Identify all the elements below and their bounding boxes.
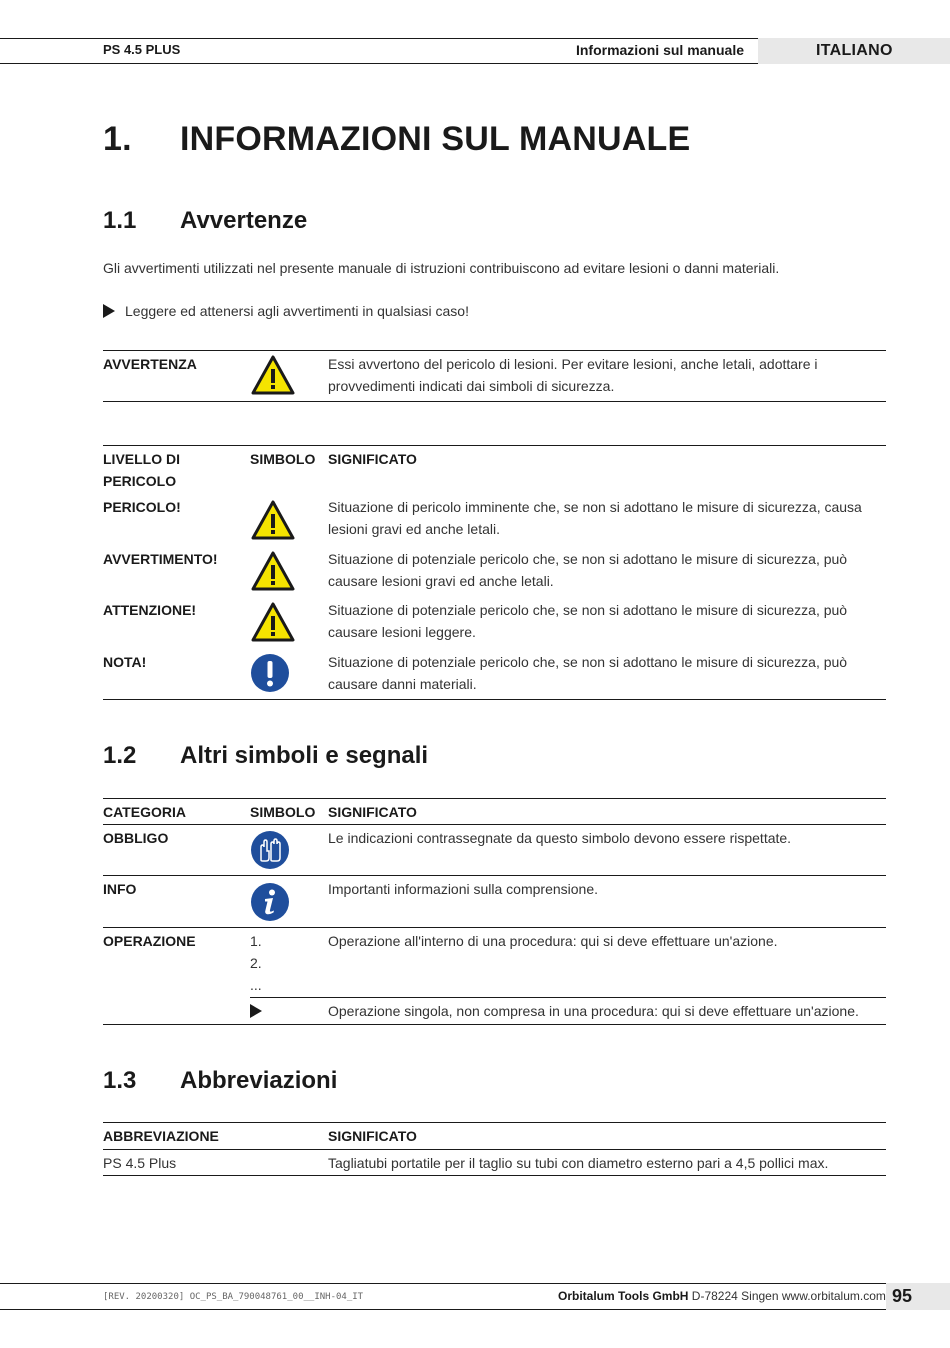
- section-1-1-intro: Gli avvertimenti utilizzati nel presente manuale di istruzioni contribuiscono ad evitare lesioni o danni materiali.: [103, 260, 780, 276]
- footer-company: [558, 1289, 886, 1303]
- symbols-row-operation-text: Operazione all'interno di una procedura: qui si deve effettuare un'azione.: [328, 933, 778, 949]
- warning-triangle-icon: [250, 499, 296, 546]
- header-rule-bottom: [0, 63, 758, 64]
- footer-rule-top: [0, 1283, 886, 1284]
- hazard-row-caution-label: ATTENZIONE!: [103, 602, 197, 618]
- footer-revision: [REV. 20200320] OC_PS_BA_790048761_00__INH-04_IT: [103, 1292, 364, 1302]
- header-rule-top: [0, 38, 758, 39]
- warning-triangle-icon: [250, 601, 296, 648]
- section-1-1-title: Avvertenze: [180, 207, 308, 234]
- symbols-table-rule-top: [103, 798, 886, 799]
- symbols-row-mandatory-label: OBBLIGO: [103, 830, 169, 846]
- operation-step-2: 2.: [250, 955, 262, 971]
- abbr-row-abbreviation: PS 4.5 Plus: [103, 1155, 177, 1171]
- symbols-table-header-meaning: SIGNIFICATO: [328, 804, 417, 820]
- warning-triangle-icon: [250, 550, 296, 597]
- operation-step-1: 1.: [250, 933, 262, 949]
- chapter-title: INFORMAZIONI SUL MANUALE: [180, 120, 691, 158]
- footer-company-name: Orbitalum Tools GmbH: [558, 1289, 689, 1303]
- symbols-table-rule-bottom: [103, 1024, 886, 1025]
- abbr-table-rule-top: [103, 1122, 886, 1123]
- hazard-row-note-text: Situazione di potenziale pericolo che, se non si adottano le misure di sicurezza, può causare danni materiali.: [328, 654, 848, 692]
- section-1-1-instruction: [103, 303, 469, 319]
- symbols-table-rule-3: [250, 997, 886, 998]
- header-document-name: PS 4.5 PLUS: [103, 42, 181, 57]
- hazard-table-rule-top: [103, 445, 886, 446]
- section-1-2-number: 1.2: [103, 742, 137, 769]
- hazard-table-header-meaning: SIGNIFICATO: [328, 451, 417, 467]
- page-number: 95: [892, 1286, 913, 1306]
- abbr-row-meaning: Tagliatubi portatile per il taglio su tubi con diametro esterno pari a 4,5 pollici max.: [328, 1155, 829, 1171]
- warning-box-rule-top: [103, 350, 886, 351]
- symbols-table-header-category: CATEGORIA: [103, 804, 186, 820]
- hazard-table-header-symbol: SIMBOLO: [250, 451, 316, 467]
- header-language-tab: [758, 38, 950, 64]
- hazard-row-danger-text: Situazione di pericolo imminente che, se non si adottano le misure di sicurezza, causa lesioni gravi ed anche letali.: [328, 499, 862, 537]
- abbr-table-rule-bottom: [103, 1175, 886, 1176]
- abbr-table-rule-header: [103, 1149, 886, 1150]
- arrow-right-icon: [103, 304, 115, 318]
- section-1-3-number: 1.3: [103, 1067, 137, 1094]
- warning-box-label: AVVERTENZA: [103, 356, 197, 372]
- header-language-label: ITALIANO: [816, 42, 893, 59]
- hazard-row-warning-text: Situazione di potenziale pericolo che, se non si adottano le misure di sicurezza, può causare lesioni gravi ed anche letali.: [328, 551, 848, 589]
- symbols-row-info-label: INFO: [103, 881, 137, 897]
- section-1-2-title: Altri simboli e segnali: [180, 742, 429, 769]
- symbols-table-rule-header: [103, 824, 886, 825]
- symbols-row-info-text: Importanti informazioni sulla comprensione.: [328, 881, 599, 897]
- operation-step-ellipsis: ...: [250, 977, 262, 993]
- instruction-text: Leggere ed attenersi agli avvertimenti in qualsiasi caso!: [125, 303, 469, 319]
- warning-triangle-icon: [250, 354, 296, 401]
- abbr-table-header-abbreviation: ABBREVIAZIONE: [103, 1128, 219, 1144]
- section-1-3-title: Abbreviazioni: [180, 1067, 338, 1094]
- hazard-row-warning-label: AVVERTIMENTO!: [103, 551, 218, 567]
- symbols-row-single-operation-text: Operazione singola, non compresa in una procedura: qui si deve effettuare un'azione.: [328, 1003, 859, 1019]
- footer-company-address: D-78224 Singen www.orbitalum.com: [691, 1289, 886, 1303]
- exclamation-circle-icon: [250, 653, 290, 698]
- warning-box-text: Essi avvertono del pericolo di lesioni. Per evitare lesioni, anche letali, adottare i provvedimenti indicati dai simboli di sicurezza.: [328, 356, 818, 394]
- symbols-table-header-symbol: SIMBOLO: [250, 804, 316, 820]
- symbols-row-operation-label: OPERAZIONE: [103, 933, 196, 949]
- info-circle-icon: [250, 882, 290, 927]
- symbols-table-rule-2: [103, 927, 886, 928]
- hazard-table-rule-bottom: [103, 699, 886, 700]
- hazard-table-header-level: LIVELLO DI PERICOLO: [103, 451, 180, 489]
- gloves-mandatory-icon: [250, 830, 290, 875]
- chapter-number: 1.: [103, 120, 132, 158]
- hazard-row-caution-text: Situazione di potenziale pericolo che, se non si adottano le misure di sicurezza, può causare lesioni leggere.: [328, 602, 848, 640]
- abbr-table-header-meaning: SIGNIFICATO: [328, 1128, 417, 1144]
- footer-page-tab: [886, 1283, 950, 1310]
- symbols-table-rule-1: [103, 875, 886, 876]
- footer-rule-bottom: [0, 1309, 886, 1310]
- warning-box-rule-bottom: [103, 401, 886, 402]
- arrow-right-icon: [250, 1003, 262, 1021]
- symbols-row-mandatory-text: Le indicazioni contrassegnate da questo simbolo devono essere rispettate.: [328, 830, 792, 846]
- header-section-title: Informazioni sul manuale: [575, 42, 744, 58]
- section-1-1-number: 1.1: [103, 207, 137, 234]
- hazard-row-note-label: NOTA!: [103, 654, 147, 670]
- hazard-row-danger-label: PERICOLO!: [103, 499, 181, 515]
